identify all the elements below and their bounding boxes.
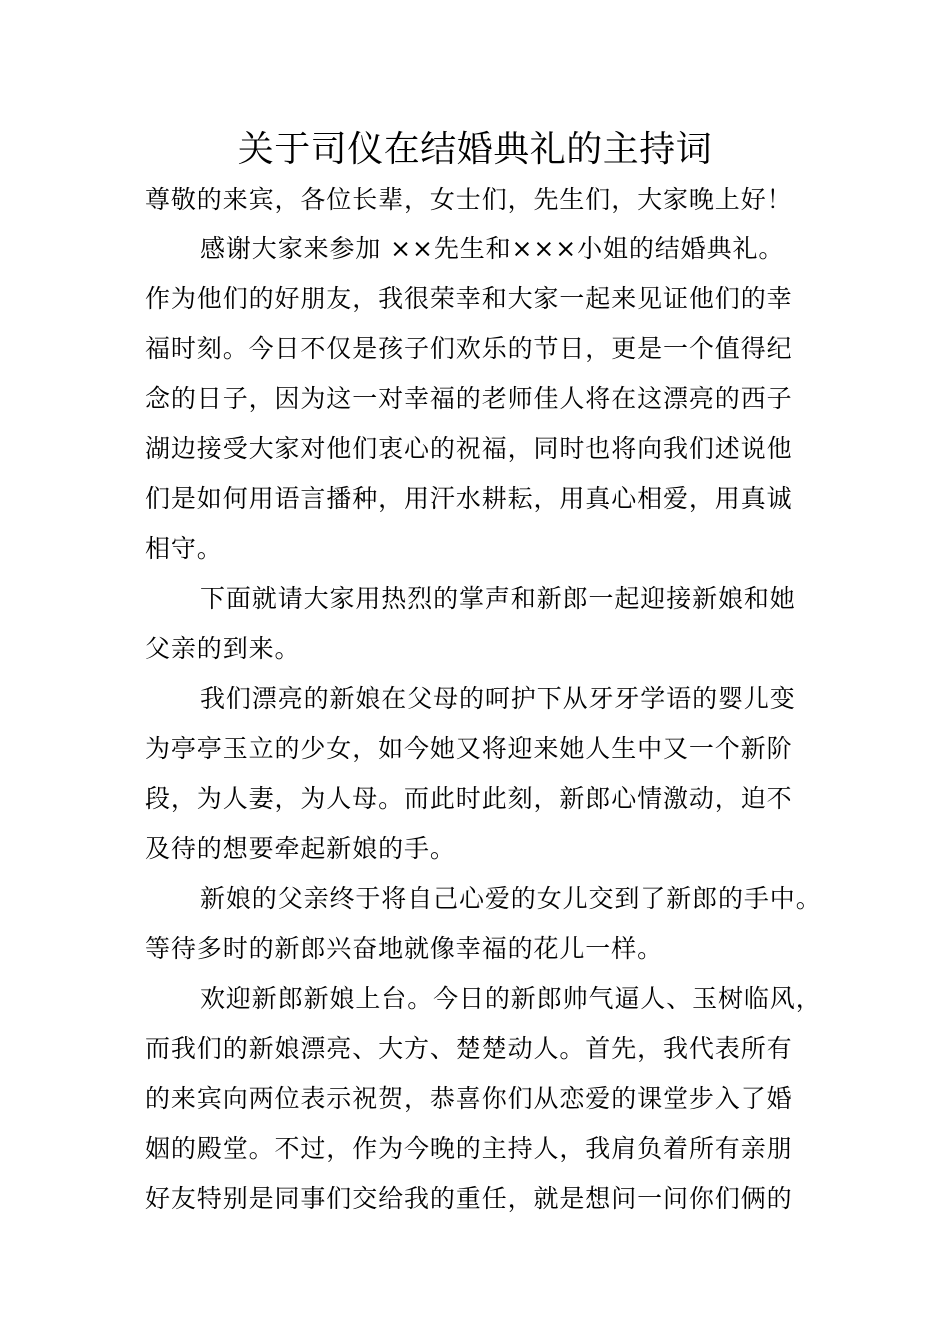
paragraph-2-line-2: 父亲的到来。 — [145, 634, 301, 663]
paragraph-4-line-2: 等待多时的新郎兴奋地就像幸福的花儿一样。 — [145, 934, 664, 963]
paragraph-5-line-3: 的来宾向两位表示祝贺，恭喜你们从恋爱的课堂步入了婚 — [145, 1084, 793, 1113]
paragraph-1-line-6: 们是如何用语言播种，用汗水耕耘，用真心相爱，用真诚 — [145, 484, 793, 513]
paragraph-2-line-1: 下面就请大家用热烈的掌声和新郎一起迎接新娘和她 — [200, 584, 796, 613]
paragraph-3-line-4: 及待的想要牵起新娘的手。 — [145, 834, 456, 863]
paragraph-3-line-3: 段，为人妻，为人母。而此时此刻，新郎心情激动，迫不 — [145, 784, 793, 813]
paragraph-5-line-4: 姻的殿堂。不过，作为今晚的主持人，我肩负着所有亲朋 — [145, 1134, 793, 1163]
paragraph-1-line-3: 福时刻。今日不仅是孩子们欢乐的节日，更是一个值得纪 — [145, 334, 793, 363]
paragraph-1-line-7: 相守。 — [145, 534, 223, 563]
paragraph-1-line-2: 作为他们的好朋友，我很荣幸和大家一起来见证他们的幸 — [145, 284, 793, 313]
paragraph-3-line-2: 为亭亭玉立的少女，如今她又将迎来她人生中又一个新阶 — [145, 734, 793, 763]
paragraph-5-line-2: 而我们的新娘漂亮、大方、楚楚动人。首先，我代表所有 — [145, 1034, 793, 1063]
paragraph-5-line-5: 好友特别是同事们交给我的重任，就是想问一问你们俩的 — [145, 1184, 793, 1213]
paragraph-1-line-5: 湖边接受大家对他们衷心的祝福，同时也将向我们述说他 — [145, 434, 793, 463]
paragraph-5-line-1: 欢迎新郎新娘上台。今日的新郎帅气逼人、玉树临风， — [200, 984, 822, 1013]
document-title: 关于司仪在结婚典礼的主持词 — [237, 129, 713, 170]
greeting-line: 尊敬的来宾，各位长辈，女士们，先生们，大家晚上好！ — [145, 185, 793, 214]
paragraph-4-line-1: 新娘的父亲终于将自己心爱的女儿交到了新郎的手中。 — [200, 884, 822, 913]
paragraph-3-line-1: 我们漂亮的新娘在父母的呵护下从牙牙学语的婴儿变 — [200, 684, 796, 713]
paragraph-1-line-4: 念的日子，因为这一对幸福的老师佳人将在这漂亮的西子 — [145, 384, 793, 413]
paragraph-1-line-1: 感谢大家来参加 ××先生和×××小姐的结婚典礼。 — [200, 234, 785, 263]
